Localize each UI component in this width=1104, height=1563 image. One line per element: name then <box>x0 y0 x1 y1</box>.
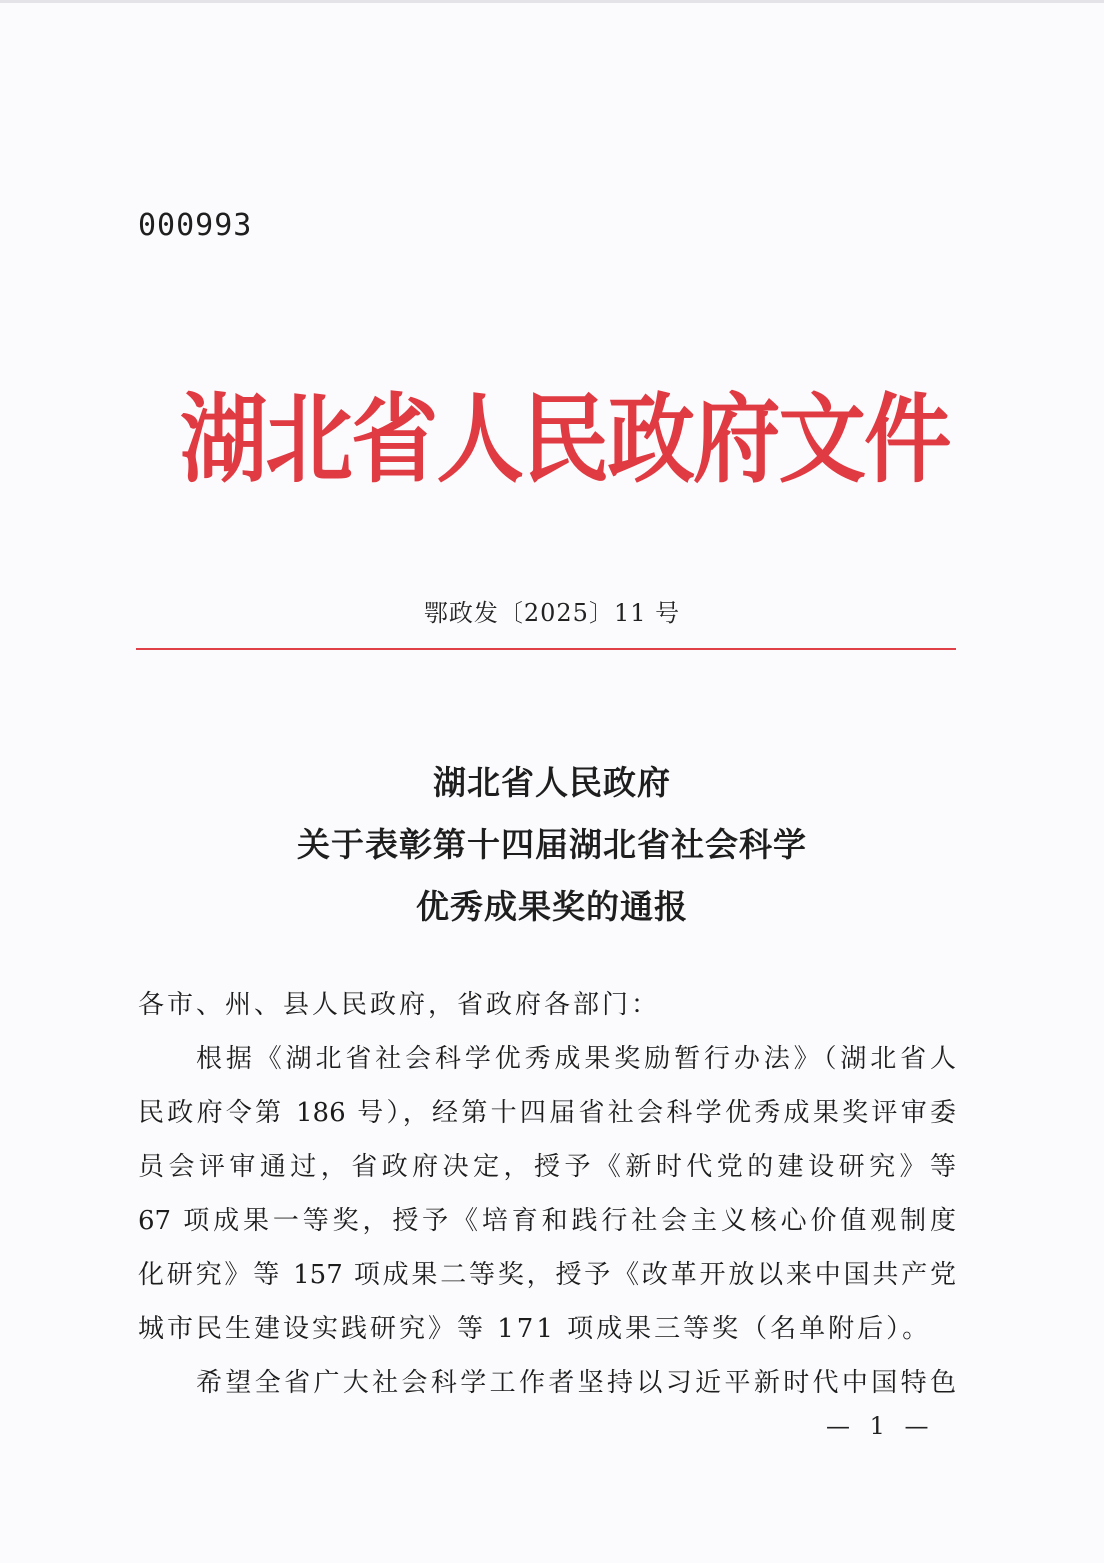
paragraph-1-line-1: 根据《湖北省社会科学优秀成果奖励暂行办法》（湖北省人 <box>196 1044 956 1074</box>
paragraph-1-line-3: 员会评审通过，省政府决定，授予《新时代党的建设研究》等 <box>138 1152 956 1182</box>
document-number: 鄂政发〔2025〕11 号 <box>423 599 681 627</box>
paragraph-2-line-1: 希望全省广大社会科学工作者坚持以习近平新时代中国特色 <box>196 1368 956 1398</box>
scan-edge <box>0 0 1104 3</box>
page-number: — 1 — <box>826 1412 935 1440</box>
paragraph-1-line-2: 民政府令第 186 号），经第十四届省社会科学优秀成果奖评审委 <box>138 1098 956 1128</box>
paragraph-1-line-6: 城市民生建设实践研究》等 171 项成果三等奖（名单附后）。 <box>138 1314 932 1344</box>
notice-title <box>0 752 1104 938</box>
serial-number: 000993 <box>138 208 253 243</box>
title-line-2: 关于表彰第十四届湖北省社会科学 <box>297 825 807 864</box>
salutation: 各市、州、县人民政府，省政府各部门： <box>138 990 661 1020</box>
title-line-3: 优秀成果奖的通报 <box>416 887 688 926</box>
title-line-1: 湖北省人民政府 <box>433 763 671 802</box>
notice-body <box>138 978 956 1410</box>
document-masthead: 湖北省人民政府文件 <box>180 383 950 496</box>
paragraph-1-line-5: 化研究》等 157 项成果二等奖，授予《改革开放以来中国共产党 <box>138 1260 956 1290</box>
red-divider-line <box>136 648 956 650</box>
paragraph-1-line-4: 67 项成果一等奖，授予《培育和践行社会主义核心价值观制度 <box>138 1206 956 1236</box>
